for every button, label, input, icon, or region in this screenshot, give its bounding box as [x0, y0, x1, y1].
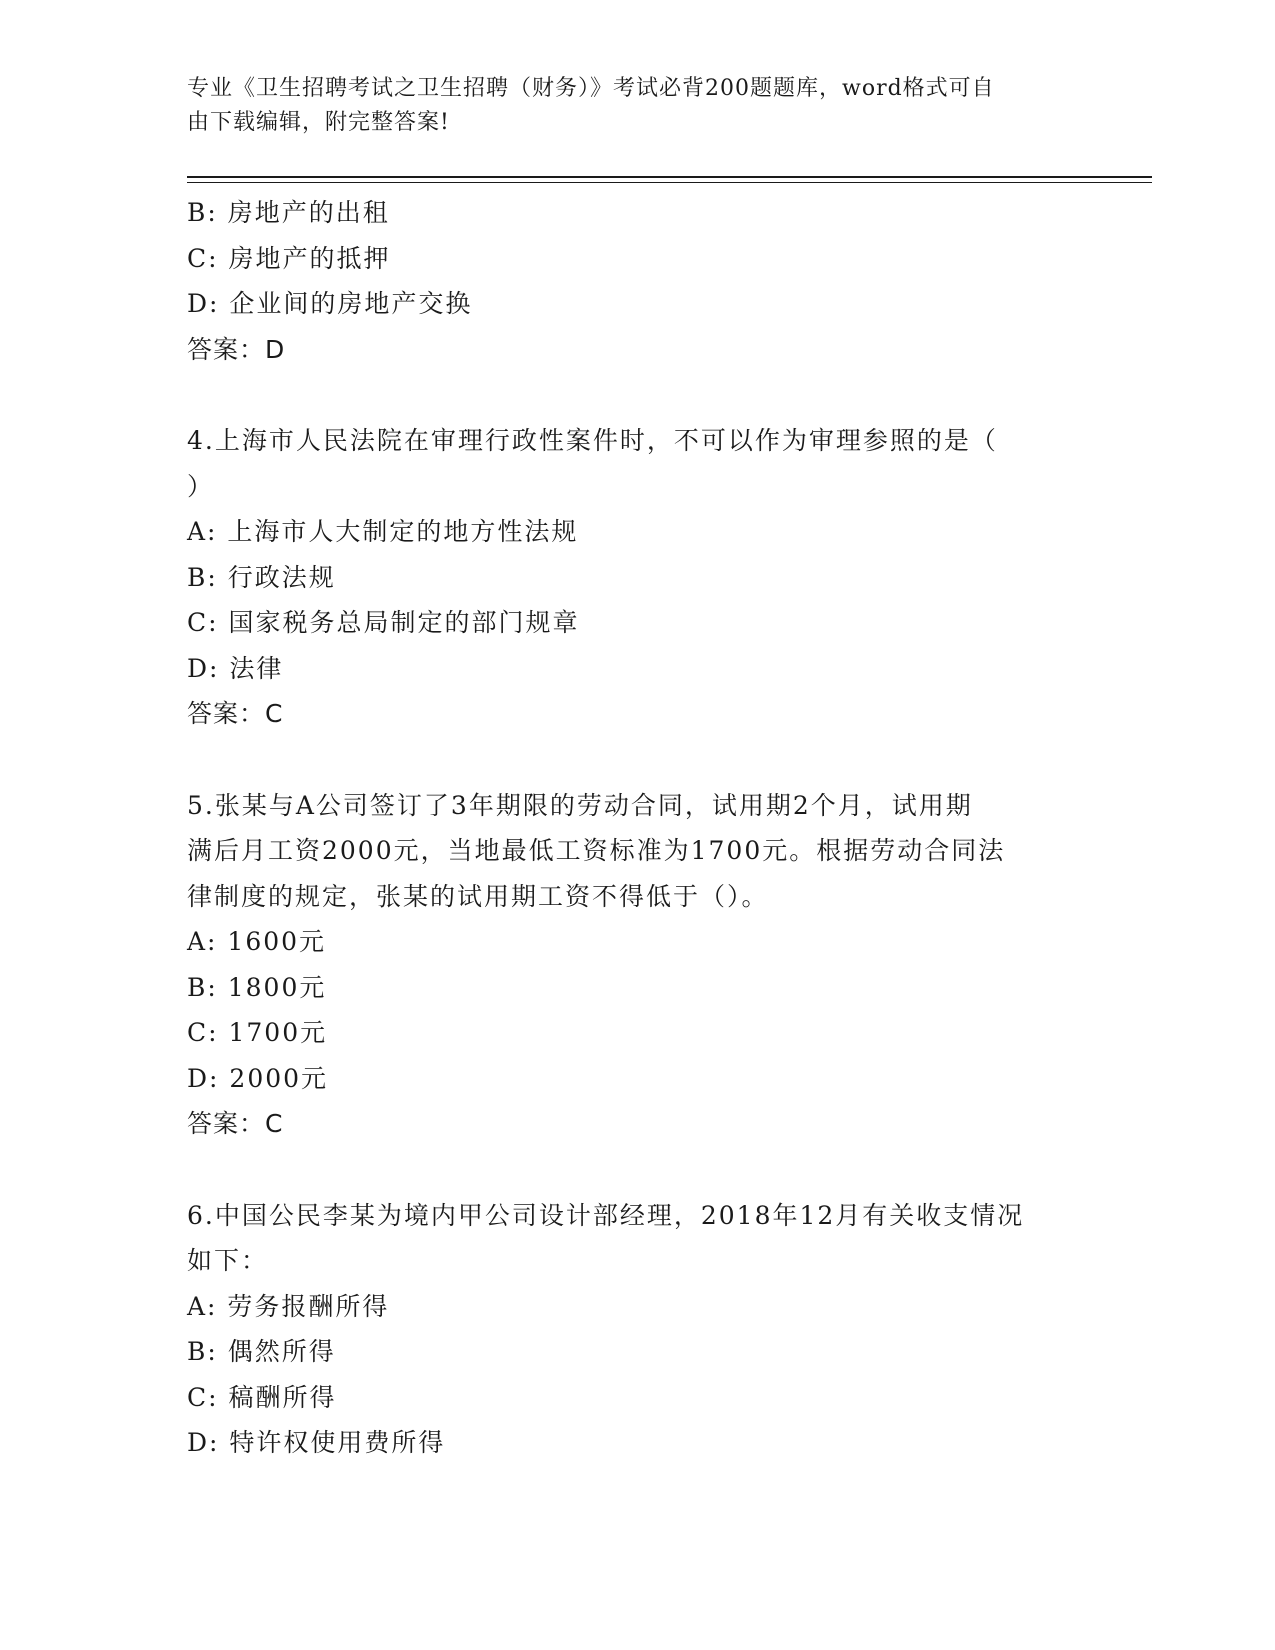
stem-line: ） [187, 471, 215, 501]
option-b: B: 房地产的出租 [187, 198, 390, 227]
option-a: A: 上海市人大制定的地方性法规 [187, 517, 579, 546]
option-d: D: 2000元 [187, 1063, 329, 1093]
option-c: C: 稿酬所得 [187, 1382, 337, 1412]
header-line-2: 由下载编辑，附完整答案! [187, 110, 450, 135]
header-rule-thick [187, 176, 1152, 178]
stem-line: 4.上海市人民法院在审理行政性案件时，不可以作为审理参照的是（ [187, 426, 998, 455]
option-d: D: 法律 [187, 653, 284, 683]
header-rule-thin [187, 182, 1152, 183]
question-stem [187, 1193, 1087, 1284]
question-stem [187, 418, 1087, 509]
question-stem [187, 783, 1087, 920]
question-4 [187, 418, 1087, 737]
option-a: A: 1600元 [187, 927, 327, 956]
option-d: D: 特许权使用费所得 [187, 1428, 446, 1457]
header-line-1: 专业《卫生招聘考试之卫生招聘（财务）》考试必背200题题库，word格式可自 [187, 76, 995, 101]
option-c: C: 房地产的抵押 [187, 243, 391, 273]
option-b: B: 1800元 [187, 972, 327, 1002]
option-c: C: 1700元 [187, 1018, 328, 1047]
stem-line: 5.张某与A公司签订了3年期限的劳动合同，试用期2个月，试用期 [187, 790, 973, 820]
option-a: A: 劳务报酬所得 [187, 1291, 390, 1321]
answer: 答案：C [187, 699, 284, 728]
question-list [187, 190, 1087, 1466]
answer: 答案：D [187, 334, 286, 364]
option-c: C: 国家税务总局制定的部门规章 [187, 608, 580, 637]
option-d: D: 企业间的房地产交换 [187, 289, 473, 318]
document-header [187, 72, 1067, 140]
stem-line: 满后月工资2000元，当地最低工资标准为1700元。根据劳动合同法 [187, 836, 1006, 865]
answer: 答案：C [187, 1109, 284, 1138]
stem-line: 律制度的规定，张某的试用期工资不得低于（）。 [187, 881, 769, 911]
option-b: B: 行政法规 [187, 562, 336, 592]
stem-line: 6.中国公民李某为境内甲公司设计部经理，2018年12月有关收支情况 [187, 1200, 1025, 1230]
question-6 [187, 1193, 1087, 1466]
stem-line: 如下： [187, 1246, 269, 1275]
option-b: B: 偶然所得 [187, 1337, 336, 1366]
question-5 [187, 783, 1087, 1147]
question-3 [187, 190, 1087, 372]
